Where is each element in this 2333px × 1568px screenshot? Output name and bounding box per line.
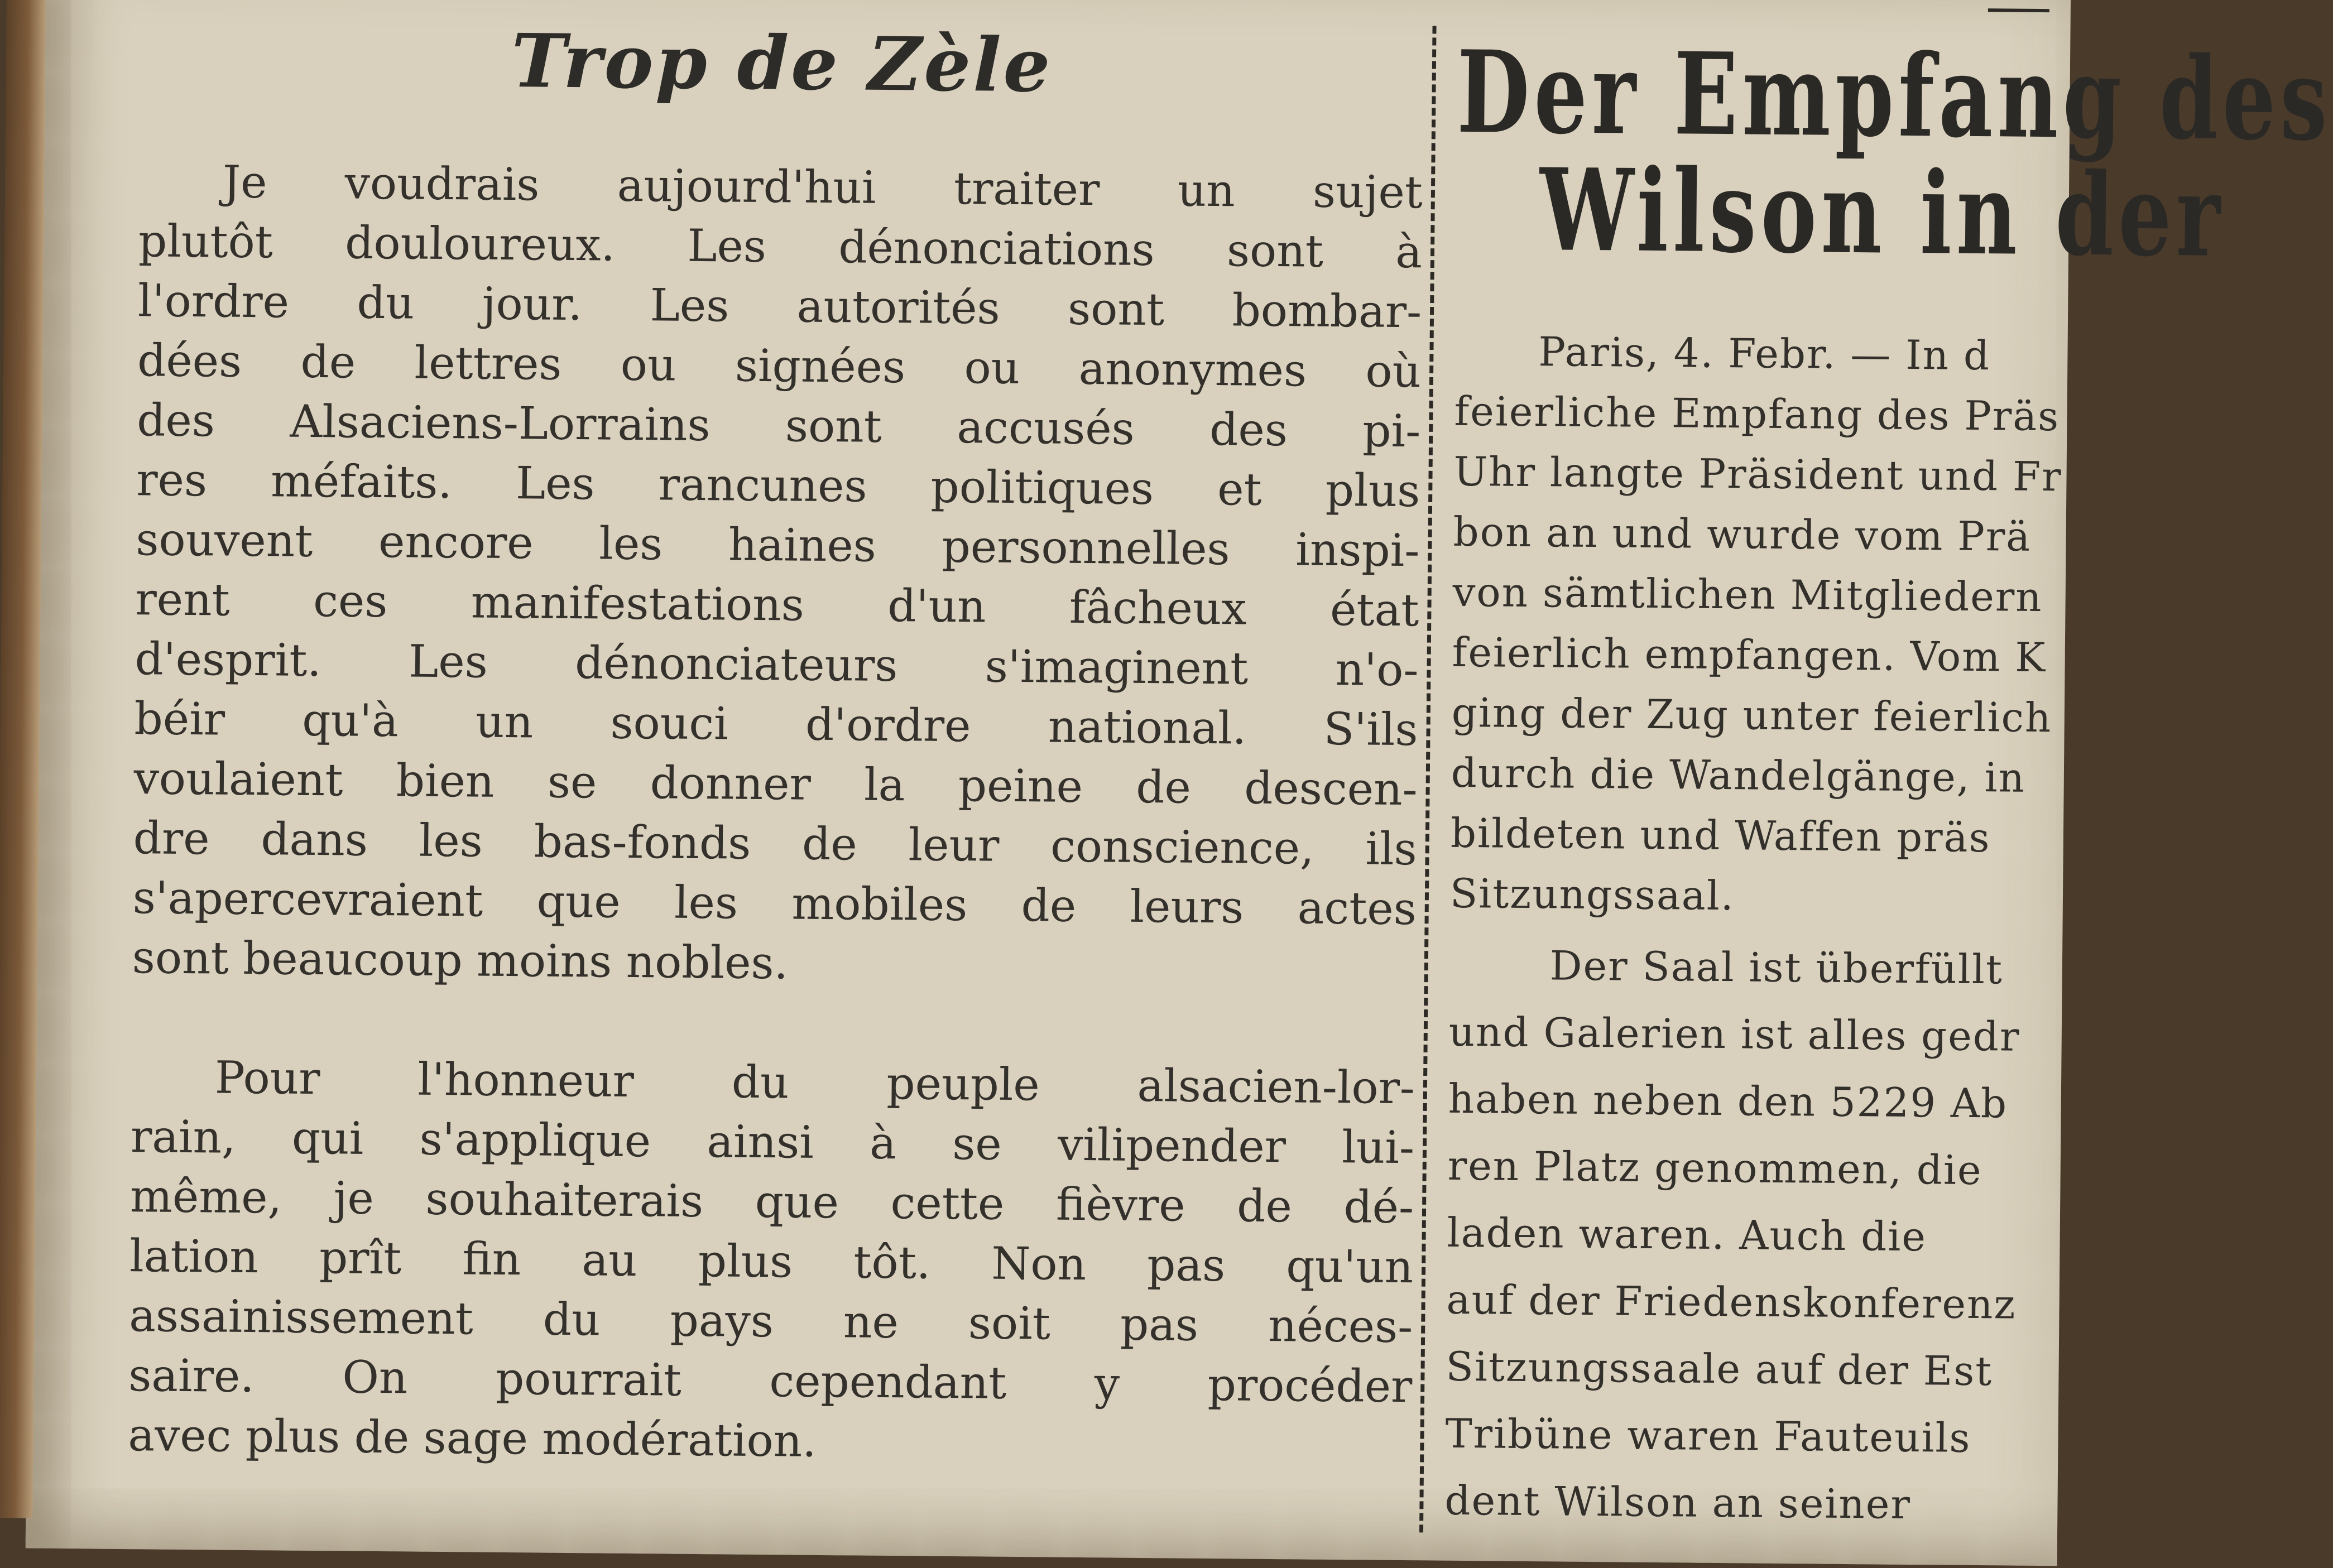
- text-line: feierlich empfangen. Vom K: [1452, 628, 2047, 681]
- text-line: durch die Wandelgänge, in: [1451, 749, 2026, 801]
- text-line: von sämtlichen Mitgliedern: [1452, 568, 2043, 621]
- german-article: [1444, 26, 2332, 1538]
- paragraph-2: [128, 1047, 1415, 1476]
- text-line: avec plus de sage modération.: [128, 1409, 817, 1467]
- text-line: sont beaucoup moins nobles.: [132, 931, 789, 989]
- text-line: Pour l'honneur du peuple alsacien-lor-: [214, 1051, 1415, 1114]
- text-line: bon an und wurde vom Prä: [1453, 508, 2032, 560]
- paragraph-1: [132, 151, 1423, 998]
- article-title: Trop de Zèle: [511, 18, 1053, 109]
- headline-line: Der Empfang des: [1456, 26, 2332, 167]
- text-line: des Alsaciens-Lorrains sont accusés des pi-: [136, 394, 1421, 458]
- text-line: dées de lettres ou signées ou anonymes où: [137, 334, 1422, 398]
- text-line: béir qu'à un souci d'ordre national. S'ils: [134, 692, 1418, 756]
- text-line: souvent encore les haines personnelles inspi-: [136, 513, 1420, 577]
- text-line: feierliche Empfang des Präs: [1454, 387, 2060, 440]
- text-line: Paris, 4. Febr. — In d: [1538, 328, 1991, 379]
- headline-line: Wilson in der: [1539, 144, 2225, 283]
- text-line: même, je souhaiterais que cette fièvre de dé-: [129, 1170, 1414, 1234]
- text-line: s'apercevraient que les mobiles de leurs actes: [132, 872, 1417, 935]
- text-line: res méfaits. Les rancunes politiques et plus: [136, 454, 1420, 517]
- text-line: ging der Zug unter feierlich: [1451, 689, 2052, 742]
- text-line: auf der Friedenskonferenz: [1446, 1276, 2017, 1328]
- text-line: haben neben den 5229 Ab: [1448, 1075, 2008, 1127]
- text-line: dre dans les bas-fonds de leur conscience, ils: [133, 812, 1418, 876]
- text-line: und Galerien ist alles gedr: [1448, 1008, 2020, 1060]
- text-line: rent ces manifestations d'un fâcheux état: [135, 573, 1419, 637]
- text-line: plutôt douloureux. Les dénonciations sont à: [138, 215, 1423, 278]
- text-line: ren Platz genommen, die: [1447, 1142, 1982, 1194]
- text-line: Sitzungssaal.: [1449, 869, 1735, 920]
- text-line: l'ordre du jour. Les autorités sont bombar-: [137, 275, 1422, 338]
- text-line: Der Saal ist überfüllt: [1549, 942, 2004, 993]
- text-line: Tribüne waren Fauteuils: [1445, 1410, 1971, 1461]
- text-line: laden waren. Auch die: [1447, 1209, 1927, 1261]
- text-line: saire. On pourrait cependant y procéder: [128, 1349, 1413, 1413]
- text-line: lation prît fin au plus tôt. Non pas qu'un: [129, 1230, 1414, 1293]
- text-line: assainissement du pays ne soit pas néces-: [128, 1290, 1413, 1353]
- text-line: Uhr langte Präsident und Fr: [1453, 448, 2062, 501]
- text-line: d'esprit. Les dénonciateurs s'imaginent n'o-: [135, 633, 1419, 696]
- text-line: bildeten und Waffen präs: [1450, 809, 1991, 862]
- text-line: Je voudrais aujourd'hui traiter un sujet: [222, 156, 1423, 219]
- text-line: rain, qui s'applique ainsi à se vilipender lui-: [130, 1110, 1415, 1174]
- text-line: Sitzungssaale auf der Est: [1446, 1343, 1993, 1395]
- text-line: dent Wilson an seiner: [1444, 1476, 1912, 1528]
- text-line: voulaient bien se donner la peine de descen-: [133, 752, 1418, 816]
